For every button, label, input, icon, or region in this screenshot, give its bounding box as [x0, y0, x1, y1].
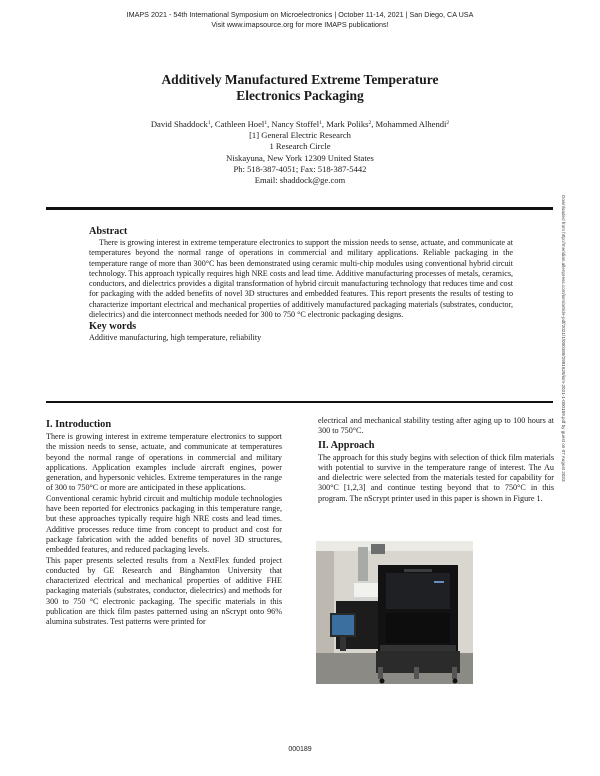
author-affiliation-index: 1 [207, 120, 211, 126]
author-affiliation-index: 2 [446, 120, 450, 126]
paper-title [40, 72, 560, 104]
author-name: Nancy Stoffel [271, 119, 320, 129]
printer-photo-illustration [316, 541, 473, 684]
abstract-heading: Abstract [89, 226, 128, 237]
email: Email: shaddock@ge.com [254, 175, 346, 186]
phone-fax: Ph: 518-387-4051; Fax: 518-387-5442 [233, 163, 367, 174]
author-name: Cathleen Hoel [214, 119, 265, 129]
author-name: David Shaddock [150, 119, 208, 129]
author-name: Mark Poliks [326, 119, 369, 129]
keywords-heading: Key words [89, 321, 137, 333]
intro-paragraph-3: This paper presents selected results from a NextFlex funded project conducted by GE Research and Binghamton University that characterized electrical and mechanical properties of additive FHE packaging materials (substrates, conductor, dielectrics) and methods for 300 to 750 °C electronic packaging. The specific materials in this publication are thick film pastes patterned using an nScrypt onto 96% alumina substrates. Test patterns were printed for [46, 555, 282, 627]
right-column [318, 416, 554, 504]
divider-bottom [46, 401, 553, 403]
page-number: 000189 [288, 746, 312, 753]
conference-header [0, 10, 600, 29]
author-affiliation-index: 2 [368, 120, 372, 126]
monitor-screen [332, 615, 354, 635]
keywords-text: Additive manufacturing, high temperature, reliability [89, 333, 262, 343]
header-line-1: IMAPS 2021 - 54th International Symposium on Microelectronics | October 11-14, 2021 | San Diego, CA USA [126, 10, 474, 19]
intro-continuation: electrical and mechanical stability testing after aging up to 100 hours at 300 to 750°C. [318, 416, 554, 436]
approach-heading: II. Approach [318, 439, 375, 451]
introduction-heading: I. Introduction [46, 419, 112, 430]
abstract-section [89, 226, 513, 344]
author-affiliation-index: 1 [264, 120, 268, 126]
title-line-2: Electronics Packaging [236, 88, 364, 103]
author-name: Mohammed Alhendi [375, 119, 447, 129]
download-watermark: Downloaded from http://meridian.allenpress.com/ism/article-pdf/2021/1/000189/2981628/ism-2021-1-000189.pdf by guest on 07 August 2023 [561, 195, 566, 482]
author-affiliation-index: 1 [319, 120, 322, 126]
header-line-2: Visit www.imapsource.org for more IMAPS publications! [211, 19, 389, 29]
author-block [40, 119, 560, 186]
left-column [46, 418, 282, 628]
affiliation: [1] General Electric Research [249, 130, 351, 141]
author-names: David Shaddock$^1$, Cathleen Hoel$^1$, Nancy Stoffel$^1$, Mark Poliks$^2$, Mohammed Alhendi$^2$ [150, 119, 450, 129]
title-line-1: Additively Manufactured Extreme Temperature [161, 72, 439, 87]
intro-paragraph-2: Conventional ceramic hybrid circuit and multichip module technologies have been reported for electronics packaging in this temperature range, but these approaches typically require high NRE costs and lead times. Additive processes reduce time from concept to product and cost for package fabrication with the added benefits of novel 3D structures, embedded features, and reduced packaging levels. [46, 493, 282, 555]
divider-top [46, 207, 553, 210]
address-line-1: 1 Research Circle [269, 141, 331, 152]
abstract-text: There is growing interest in extreme temperature electronics to support the mission needs to sense, actuate, and communicate at temperatures beyond the normal range of operations in commercial and military applications. Reliable packaging in the temperature range of more than 300°C has been demonstrated using ceramic multi-chip modules using conventional hybrid circuit technology. This approach typically requires high NRE costs and lead time. Additive manufacturing processes of metals, ceramics, conductors, and dielectrics provides a digital transformation of hybrid circuit manufacturing technology that reduces time and cost for packaging with the added benefits of novel 3D structures and embedded features. This report presents the results of testing to characterize important electrical and mechanical properties of additively manufactured packaging materials (substrates, conductor, dielectrics) and die interconnect methods needed for 300 to 750 °C electronic packaging designs. [89, 238, 513, 320]
intro-paragraph-1: There is growing interest in extreme temperature electronics to support the mission needs to sense, actuate, and communicate at temperatures beyond the normal range of operations in commercial and military applications. Application examples include aircraft engines, power generation, and hypersonic vehicles. Extreme temperatures in the range of 300 to 750°C or more are anticipated in these applications. [46, 432, 282, 493]
approach-paragraph: The approach for this study begins with selection of thick film materials with potential to survive in the temperature range of interest. The Au and dielectric were selected from the materials tested for capability for 300°C [1,2,3] and continue testing beyond that to 750°C in this program. The nScrypt printer used in this paper is shown in Figure 1. [318, 452, 554, 503]
address-line-2: Niskayuna, New York 12309 United States [226, 152, 374, 163]
figure-1-printer-photo [316, 541, 473, 684]
